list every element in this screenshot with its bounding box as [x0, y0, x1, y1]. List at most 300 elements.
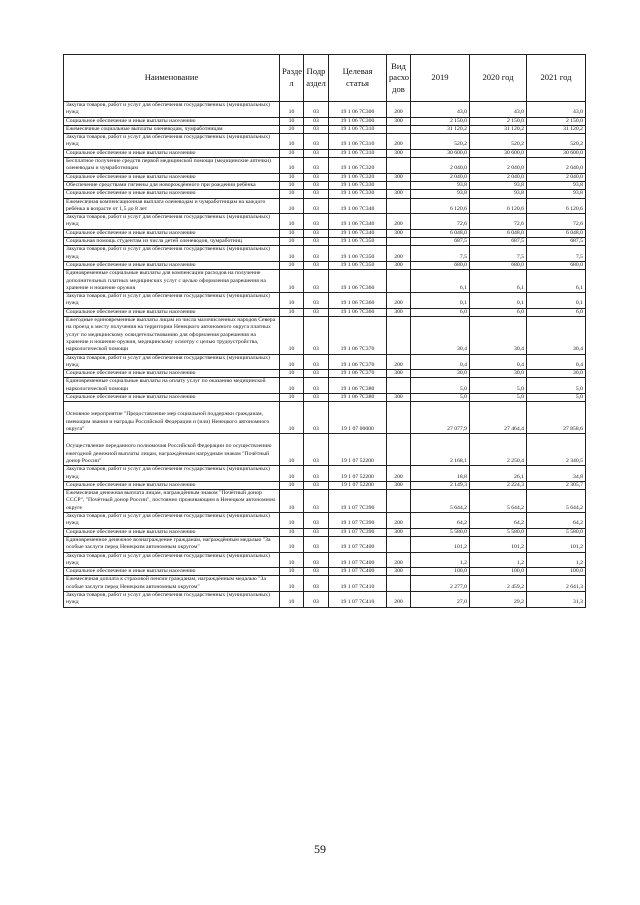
row-name: Единовременные социальные выплаты для компенсации расходов на получение дополнительных платных медицинских услуг с целью оформления разрешения на хранение и ношение оружия [64, 270, 280, 293]
row-razdel: 10 [280, 214, 304, 230]
row-razdel: 10 [280, 229, 304, 237]
row-value-2021: 0,4 [527, 354, 586, 370]
row-value-2019: 93,8 [411, 190, 470, 198]
row-podrazdel: 03 [304, 592, 329, 608]
table-row [64, 466, 586, 482]
row-value-2019: 520,2 [411, 134, 470, 150]
row-podrazdel: 03 [304, 173, 329, 181]
row-name: Социальная помощь студентам из числа детей оленеводов, чумработниц [64, 238, 280, 246]
row-razdel: 10 [280, 134, 304, 150]
row-razdel: 10 [280, 393, 304, 401]
row-expense-type: 300 [387, 528, 411, 536]
row-value-2019: 72,6 [411, 214, 470, 230]
row-target-article: 19 1 07 52200 [329, 434, 387, 466]
row-value-2020: 93,8 [470, 181, 527, 189]
row-razdel: 10 [280, 592, 304, 608]
row-expense-type: 200 [387, 552, 411, 568]
row-target-article: 19 1 07 7С410 [329, 592, 387, 608]
row-target-article: 19 1 07 52200 [329, 481, 387, 489]
row-expense-type [387, 198, 411, 214]
row-value-2020: 7,5 [470, 246, 527, 262]
row-value-2021: 31,3 [527, 592, 586, 608]
row-value-2020: 6 048,0 [470, 229, 527, 237]
row-value-2021: 31 120,2 [527, 125, 586, 133]
row-value-2020: 26,1 [470, 466, 527, 482]
row-razdel: 10 [280, 402, 304, 434]
row-value-2021: 2 340,5 [527, 434, 586, 466]
row-podrazdel: 03 [304, 181, 329, 189]
row-expense-type [387, 125, 411, 133]
row-value-2020: 72,6 [470, 214, 527, 230]
row-name: Закупка товаров, работ и услуг для обеспечения государственных (муниципальных) нужд [64, 513, 280, 529]
row-value-2021: 101,2 [527, 536, 586, 552]
row-podrazdel: 03 [304, 158, 329, 174]
row-target-article: 19 1 07 00000 [329, 402, 387, 434]
row-value-2020: 2 459,2 [470, 576, 527, 592]
row-value-2019: 0,1 [411, 293, 470, 309]
row-target-article: 19 1 07 7С410 [329, 576, 387, 592]
table-row [64, 293, 586, 309]
row-name: Социальное обеспечение и иные выплаты населению [64, 370, 280, 378]
row-value-2020: 5,0 [470, 378, 527, 394]
row-value-2021: 2 305,7 [527, 481, 586, 489]
row-target-article: 19 1 06 7С320 [329, 158, 387, 174]
row-value-2020: 680,0 [470, 261, 527, 269]
row-value-2021: 5,0 [527, 378, 586, 394]
row-value-2019: 1,2 [411, 552, 470, 568]
row-name: Единовременное денежное вознаграждение гражданам, награждённым медалью "За особые заслуги перед Ненецким автономным округом" [64, 536, 280, 552]
row-value-2019: 6,0 [411, 308, 470, 316]
row-value-2021: 687,5 [527, 238, 586, 246]
row-value-2021: 34,8 [527, 466, 586, 482]
row-value-2021: 2 641,3 [527, 576, 586, 592]
row-target-article: 19 1 06 7С350 [329, 238, 387, 246]
table-row [64, 528, 586, 536]
row-razdel: 10 [280, 370, 304, 378]
row-name: Социальное обеспечение и иные выплаты населению [64, 308, 280, 316]
row-value-2021: 2 150,0 [527, 117, 586, 125]
row-value-2019: 5 644,2 [411, 490, 470, 513]
row-name: Закупка товаров, работ и услуг для обеспечения государственных (муниципальных) нужд [64, 246, 280, 262]
row-name: Социальное обеспечение и иные выплаты населению [64, 481, 280, 489]
row-expense-type [387, 434, 411, 466]
row-target-article: 19 1 06 7С340 [329, 198, 387, 214]
row-expense-type [387, 576, 411, 592]
row-podrazdel: 03 [304, 190, 329, 198]
row-name: Закупка товаров, работ и услуг для обеспечения государственных (муниципальных) нужд [64, 592, 280, 608]
row-podrazdel: 03 [304, 528, 329, 536]
row-name: Ежемесячная доплата к страховой пенсии гражданам, награждённым медалью "За особые заслуги перед Ненецким автономным округом" [64, 576, 280, 592]
row-value-2021: 64,2 [527, 513, 586, 529]
row-podrazdel: 03 [304, 568, 329, 576]
row-value-2020: 101,2 [470, 536, 527, 552]
row-podrazdel: 03 [304, 317, 329, 354]
row-podrazdel: 03 [304, 238, 329, 246]
row-value-2019: 5,0 [411, 393, 470, 401]
row-expense-type: 300 [387, 229, 411, 237]
row-value-2021: 2 040,0 [527, 173, 586, 181]
row-value-2019: 5 580,0 [411, 528, 470, 536]
row-value-2021: 30,0 [527, 370, 586, 378]
row-name: Бесплатное получение средств первой медицинской помощи (медицинские аптечки) оленеводам и чумработницам [64, 158, 280, 174]
row-name: Социальное обеспечение и иные выплаты населению [64, 173, 280, 181]
row-value-2021: 2 040,0 [527, 158, 586, 174]
table-row [64, 198, 586, 214]
row-name: Ежемесячная компенсационная выплата оленеводам и чумработницам на каждого ребёнка в возрасте от 1,5 до 8 лет [64, 198, 280, 214]
row-expense-type: 300 [387, 370, 411, 378]
table-row [64, 481, 586, 489]
row-razdel: 10 [280, 536, 304, 552]
row-value-2020: 6,0 [470, 308, 527, 316]
table-row [64, 117, 586, 125]
row-podrazdel: 03 [304, 536, 329, 552]
table-row [64, 402, 586, 434]
row-expense-type: 300 [387, 308, 411, 316]
row-target-article: 19 1 06 7С370 [329, 317, 387, 354]
row-expense-type: 300 [387, 568, 411, 576]
row-podrazdel: 03 [304, 229, 329, 237]
row-razdel: 10 [280, 149, 304, 157]
table-row [64, 592, 586, 608]
row-razdel: 10 [280, 117, 304, 125]
row-value-2019: 18,8 [411, 466, 470, 482]
row-value-2020: 2 250,4 [470, 434, 527, 466]
row-value-2021: 7,5 [527, 246, 586, 262]
table-row [64, 552, 586, 568]
row-value-2019: 680,0 [411, 261, 470, 269]
row-expense-type [387, 181, 411, 189]
row-expense-type [387, 536, 411, 552]
row-value-2021: 5 644,2 [527, 490, 586, 513]
table-row [64, 354, 586, 370]
table-row [64, 536, 586, 552]
row-podrazdel: 03 [304, 117, 329, 125]
row-expense-type: 200 [387, 134, 411, 150]
row-value-2019: 2 040,0 [411, 173, 470, 181]
row-expense-type [387, 158, 411, 174]
row-target-article: 19 1 07 7С390 [329, 528, 387, 536]
row-value-2021: 30 600,0 [527, 149, 586, 157]
row-target-article: 19 1 06 7С340 [329, 214, 387, 230]
row-value-2019: 27,0 [411, 592, 470, 608]
row-value-2019: 2 149,3 [411, 481, 470, 489]
table-row [64, 393, 586, 401]
row-target-article: 19 1 07 7С400 [329, 552, 387, 568]
row-target-article: 19 1 07 7С400 [329, 536, 387, 552]
table-row [64, 370, 586, 378]
row-value-2020: 64,2 [470, 513, 527, 529]
row-value-2019: 27 077,9 [411, 402, 470, 434]
row-razdel: 10 [280, 173, 304, 181]
row-name: Ежемесячные социальные выплаты оленеводам, чумработницам [64, 125, 280, 133]
row-value-2020: 1,2 [470, 552, 527, 568]
header-year-2021: 2021 год [527, 55, 586, 102]
table-row [64, 434, 586, 466]
row-value-2021: 6,1 [527, 270, 586, 293]
row-target-article: 19 1 06 7С330 [329, 181, 387, 189]
table-row [64, 308, 586, 316]
row-value-2021: 6 120,6 [527, 198, 586, 214]
row-razdel: 10 [280, 238, 304, 246]
row-value-2020: 93,8 [470, 190, 527, 198]
row-name: Закупка товаров, работ и услуг для обеспечения государственных (муниципальных) нужд [64, 102, 280, 118]
row-value-2019: 43,0 [411, 102, 470, 118]
row-name: Социальное обеспечение и иные выплаты населению [64, 528, 280, 536]
row-podrazdel: 03 [304, 125, 329, 133]
row-value-2021: 0,1 [527, 293, 586, 309]
row-target-article: 19 1 06 7С360 [329, 293, 387, 309]
row-target-article: 19 1 06 7С300 [329, 117, 387, 125]
row-name: Социальное обеспечение и иные выплаты населению [64, 568, 280, 576]
row-value-2020: 0,1 [470, 293, 527, 309]
row-value-2021: 72,6 [527, 214, 586, 230]
row-razdel: 10 [280, 378, 304, 394]
row-expense-type: 200 [387, 592, 411, 608]
header-name: Наименование [64, 55, 280, 102]
row-name: Закупка товаров, работ и услуг для обеспечения государственных (муниципальных) нужд [64, 552, 280, 568]
row-expense-type: 300 [387, 393, 411, 401]
row-value-2021: 100,0 [527, 568, 586, 576]
row-podrazdel: 03 [304, 102, 329, 118]
table-row [64, 238, 586, 246]
row-expense-type [387, 402, 411, 434]
row-expense-type: 200 [387, 354, 411, 370]
row-value-2021: 520,2 [527, 134, 586, 150]
row-name: Закупка товаров, работ и услуг для обеспечения государственных (муниципальных) нужд [64, 214, 280, 230]
table-row [64, 125, 586, 133]
row-razdel: 10 [280, 354, 304, 370]
row-value-2020: 5 644,2 [470, 490, 527, 513]
row-podrazdel: 03 [304, 466, 329, 482]
header-podrazdel: Подр аздел [304, 55, 329, 102]
row-value-2019: 2 277,0 [411, 576, 470, 592]
table-row [64, 173, 586, 181]
row-razdel: 10 [280, 198, 304, 214]
row-value-2019: 2 040,0 [411, 158, 470, 174]
row-value-2019: 93,8 [411, 181, 470, 189]
table-row [64, 568, 586, 576]
row-value-2019: 64,2 [411, 513, 470, 529]
row-razdel: 10 [280, 576, 304, 592]
row-name: Ежемесячная денежная выплата лицам, награждённым знаком "Почётный донор СССР", "Почётный донор России", постоянно проживающим в Ненецком автономном округе [64, 490, 280, 513]
row-podrazdel: 03 [304, 378, 329, 394]
row-value-2020: 2 040,0 [470, 173, 527, 181]
row-target-article: 19 1 06 7С310 [329, 125, 387, 133]
table-header-row [64, 55, 586, 102]
row-target-article: 19 1 06 7С330 [329, 190, 387, 198]
row-expense-type: 300 [387, 117, 411, 125]
table-row [64, 134, 586, 150]
row-expense-type [387, 490, 411, 513]
row-podrazdel: 03 [304, 246, 329, 262]
row-value-2020: 30,4 [470, 317, 527, 354]
row-razdel: 10 [280, 261, 304, 269]
row-target-article: 19 1 06 7С380 [329, 393, 387, 401]
row-value-2020: 100,0 [470, 568, 527, 576]
row-podrazdel: 03 [304, 149, 329, 157]
row-expense-type [387, 317, 411, 354]
row-podrazdel: 03 [304, 513, 329, 529]
row-name: Закупка товаров, работ и услуг для обеспечения государственных (муниципальных) нужд [64, 134, 280, 150]
row-value-2020: 43,0 [470, 102, 527, 118]
row-razdel: 10 [280, 552, 304, 568]
row-podrazdel: 03 [304, 198, 329, 214]
table-row [64, 214, 586, 230]
row-target-article: 19 1 06 7С320 [329, 173, 387, 181]
row-expense-type: 200 [387, 214, 411, 230]
row-name: Социальное обеспечение и иные выплаты населению [64, 117, 280, 125]
row-podrazdel: 03 [304, 308, 329, 316]
row-name: Основное мероприятие "Предоставление мер социальной поддержки гражданам, имеющим звания и награды Российской Федерации и (или) Ненецкого автономного округа" [64, 402, 280, 434]
row-razdel: 10 [280, 246, 304, 262]
row-podrazdel: 03 [304, 402, 329, 434]
row-name: Ежегодные единовременные выплаты лицам из числа малочисленных народов Севера на проезд к месту получения на территории Ненецкого автономного округа платных услуг по медицинскому освидетельствованию для оформления разрешения на хранение и ношение оружия, медицинскому осмотру с целью трудоустройства, наркологической помощи [64, 317, 280, 354]
row-value-2020: 687,5 [470, 238, 527, 246]
row-target-article: 19 1 07 7С400 [329, 568, 387, 576]
row-value-2019: 31 120,2 [411, 125, 470, 133]
header-year-2019: 2019 [411, 55, 470, 102]
row-expense-type: 300 [387, 190, 411, 198]
row-value-2019: 30,0 [411, 370, 470, 378]
row-expense-type: 200 [387, 513, 411, 529]
row-target-article: 19 1 06 7С340 [329, 229, 387, 237]
row-target-article: 19 1 06 7С380 [329, 378, 387, 394]
row-target-article: 19 1 06 7С370 [329, 354, 387, 370]
row-target-article: 19 1 07 7С390 [329, 513, 387, 529]
table-row [64, 246, 586, 262]
header-expense-type: Вид расхо дов [387, 55, 411, 102]
row-name: Закупка товаров, работ и услуг для обеспечения государственных (муниципальных) нужд [64, 293, 280, 309]
row-podrazdel: 03 [304, 354, 329, 370]
row-value-2019: 101,2 [411, 536, 470, 552]
budget-table [63, 54, 586, 608]
row-value-2020: 2 040,0 [470, 158, 527, 174]
row-name: Социальное обеспечение и иные выплаты населению [64, 229, 280, 237]
row-expense-type [387, 270, 411, 293]
row-podrazdel: 03 [304, 370, 329, 378]
header-razdel: Разде л [280, 55, 304, 102]
row-value-2019: 30 600,0 [411, 149, 470, 157]
row-expense-type: 200 [387, 466, 411, 482]
row-value-2021: 5 580,0 [527, 528, 586, 536]
row-expense-type: 300 [387, 173, 411, 181]
table-row [64, 490, 586, 513]
row-podrazdel: 03 [304, 434, 329, 466]
row-value-2021: 30,4 [527, 317, 586, 354]
table-body [64, 102, 586, 608]
row-podrazdel: 03 [304, 293, 329, 309]
row-razdel: 10 [280, 513, 304, 529]
row-target-article: 19 1 06 7С350 [329, 261, 387, 269]
row-value-2019: 30,4 [411, 317, 470, 354]
table-row [64, 261, 586, 269]
header-target-article: Целевая статья [329, 55, 387, 102]
row-value-2019: 2 150,0 [411, 117, 470, 125]
row-expense-type: 300 [387, 261, 411, 269]
document-page [63, 54, 585, 608]
row-value-2021: 6,0 [527, 308, 586, 316]
row-podrazdel: 03 [304, 261, 329, 269]
row-razdel: 10 [280, 528, 304, 536]
row-podrazdel: 03 [304, 393, 329, 401]
row-target-article: 19 1 06 7С300 [329, 102, 387, 118]
row-razdel: 10 [280, 270, 304, 293]
table-row [64, 270, 586, 293]
row-target-article: 19 1 07 52200 [329, 466, 387, 482]
row-value-2020: 520,2 [470, 134, 527, 150]
row-value-2019: 6 120,6 [411, 198, 470, 214]
row-name: Социальное обеспечение и иные выплаты населению [64, 261, 280, 269]
row-razdel: 10 [280, 308, 304, 316]
table-row [64, 378, 586, 394]
row-expense-type [387, 238, 411, 246]
row-razdel: 10 [280, 190, 304, 198]
table-row [64, 190, 586, 198]
row-expense-type [387, 378, 411, 394]
row-value-2019: 687,5 [411, 238, 470, 246]
row-podrazdel: 03 [304, 270, 329, 293]
page-number: 59 [314, 842, 326, 856]
row-value-2021: 6 048,0 [527, 229, 586, 237]
row-value-2020: 30 600,0 [470, 149, 527, 157]
row-podrazdel: 03 [304, 552, 329, 568]
table-row [64, 229, 586, 237]
row-value-2020: 31 120,2 [470, 125, 527, 133]
row-value-2020: 6 120,6 [470, 198, 527, 214]
row-value-2020: 2 150,0 [470, 117, 527, 125]
row-razdel: 10 [280, 434, 304, 466]
row-name: Закупка товаров, работ и услуг для обеспечения государственных (муниципальных) нужд [64, 466, 280, 482]
row-value-2020: 2 224,3 [470, 481, 527, 489]
row-name: Единовременные социальные выплаты на оплату услуг по оказанию медицинской наркологической помощи [64, 378, 280, 394]
row-razdel: 10 [280, 568, 304, 576]
row-target-article: 19 1 07 7С390 [329, 490, 387, 513]
row-name: Социальное обеспечение и иные выплаты населению [64, 190, 280, 198]
row-value-2019: 0,4 [411, 354, 470, 370]
row-expense-type: 200 [387, 102, 411, 118]
row-value-2021: 43,0 [527, 102, 586, 118]
row-razdel: 10 [280, 102, 304, 118]
row-name: Обеспечение средствами гигиены для новорождённого при рождении ребёнка [64, 181, 280, 189]
row-value-2021: 5,0 [527, 393, 586, 401]
row-value-2021: 27 858,6 [527, 402, 586, 434]
row-value-2019: 7,5 [411, 246, 470, 262]
row-value-2021: 93,8 [527, 181, 586, 189]
table-row [64, 317, 586, 354]
row-expense-type: 300 [387, 149, 411, 157]
row-target-article: 19 1 06 7С360 [329, 308, 387, 316]
row-value-2019: 2 168,1 [411, 434, 470, 466]
row-value-2019: 6,1 [411, 270, 470, 293]
table-row [64, 102, 586, 118]
row-target-article: 19 1 06 7С350 [329, 246, 387, 262]
row-value-2020: 29,2 [470, 592, 527, 608]
row-value-2020: 5 580,0 [470, 528, 527, 536]
table-row [64, 158, 586, 174]
row-razdel: 10 [280, 481, 304, 489]
row-name: Социальное обеспечение и иные выплаты населению [64, 393, 280, 401]
row-value-2021: 93,8 [527, 190, 586, 198]
row-name: Осуществление переданного полномочия Российской Федерации по осуществлению ежегодной денежной выплаты лицам, награждённым нагрудным знаком "Почётный донор России" [64, 434, 280, 466]
row-value-2020: 30,0 [470, 370, 527, 378]
row-podrazdel: 03 [304, 214, 329, 230]
row-razdel: 10 [280, 125, 304, 133]
row-razdel: 10 [280, 490, 304, 513]
row-value-2019: 5,0 [411, 378, 470, 394]
row-value-2020: 27 464,4 [470, 402, 527, 434]
row-target-article: 19 1 06 7С370 [329, 370, 387, 378]
row-expense-type: 300 [387, 481, 411, 489]
